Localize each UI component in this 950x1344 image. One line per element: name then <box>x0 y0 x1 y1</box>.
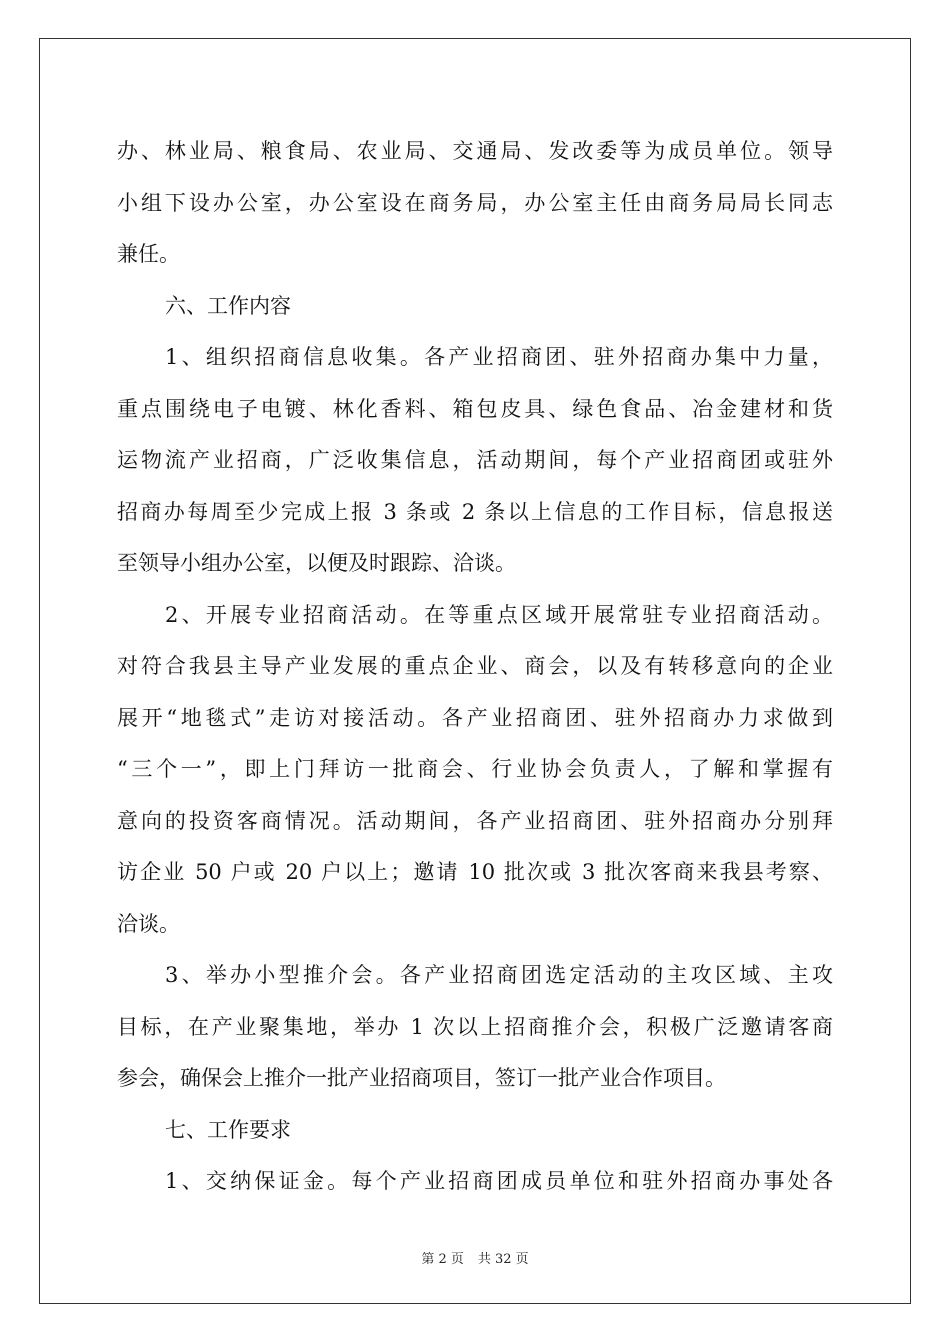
section-heading: 七、工作要求 <box>165 1117 291 1142</box>
body-line: “三个一”，即上门拜访一批商会、行业协会负责人，了解和掌握有 <box>117 757 833 781</box>
body-line: 意向的投资客商情况。活动期间，各产业招商团、驻外招商办分别拜 <box>117 808 833 833</box>
body-line: 重点围绕电子电镀、林化香料、箱包皮具、绿色食品、冶金建材和货 <box>117 396 833 421</box>
body-line: 洽谈。 <box>117 911 180 936</box>
body-line: 办、林业局、粮食局、农业局、交通局、发改委等为成员单位。领导 <box>117 139 833 163</box>
body-line: 运物流产业招商，广泛收集信息，活动期间，每个产业招商团或驻外 <box>117 448 833 472</box>
body-line: 至领导小组办公室，以便及时跟踪、洽谈。 <box>117 551 516 575</box>
body-line: 参会，确保会上推介一批产业招商项目，签订一批产业合作项目。 <box>117 1066 726 1090</box>
body-line: 1、组织招商信息收集。各产业招商团、驻外招商办集中力量， <box>165 345 833 369</box>
document-body <box>117 126 833 1208</box>
page-footer <box>0 1248 950 1267</box>
body-line: 小组下设办公室，办公室设在商务局，办公室主任由商务局局长同志 <box>117 190 833 215</box>
section-heading: 六、工作内容 <box>165 293 291 318</box>
body-line: 展开“地毯式”走访对接活动。各产业招商团、驻外招商办力求做到 <box>117 705 833 730</box>
body-line: 2、开展专业招商活动。在等重点区域开展常驻专业招商活动。 <box>165 602 833 627</box>
body-line: 访企业 50 户或 20 户以上；邀请 10 批次或 3 批次客商来我县考察、 <box>117 860 833 884</box>
page-total: 共 32 页 <box>477 1252 529 1267</box>
body-line: 招商办每周至少完成上报 3 条或 2 条以上信息的工作目标，信息报送 <box>117 499 833 524</box>
body-line: 3、举办小型推介会。各产业招商团选定活动的主攻区域、主攻 <box>165 963 833 987</box>
body-line: 兼任。 <box>117 242 180 266</box>
body-line: 目标，在产业聚集地，举办 1 次以上招商推介会，积极广泛邀请客商 <box>117 1014 833 1039</box>
body-line: 1、交纳保证金。每个产业招商团成员单位和驻外招商办事处各 <box>165 1169 833 1193</box>
page-number: 第 2 页 <box>421 1252 464 1267</box>
body-line: 对符合我县主导产业发展的重点企业、商会，以及有转移意向的企业 <box>117 654 833 678</box>
